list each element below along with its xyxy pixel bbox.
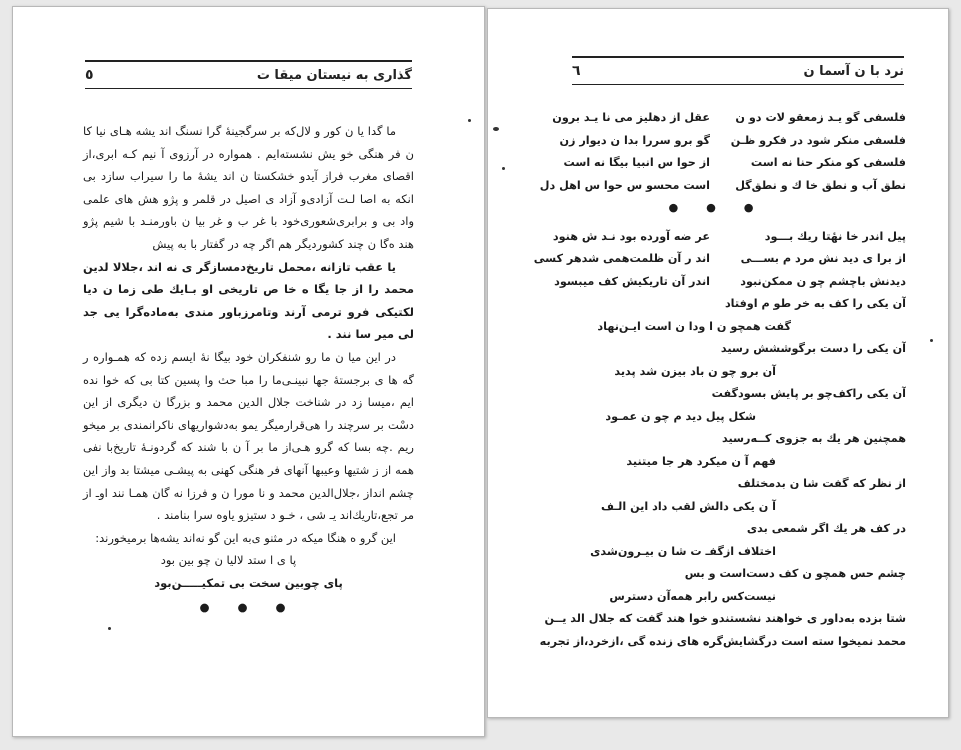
verse-line: آ ن یکی دالش لقب داد این الـف <box>601 499 776 513</box>
verse-line: پیل اندر خا نهٔتا ریك بـــود <box>764 229 906 243</box>
single-verse-block <box>528 316 906 339</box>
verse-line: از حوا س انبیا بیگا نه است <box>563 156 710 169</box>
left-verse-2: پای چوبین سخت بی تمکیـــــن‌بود <box>154 575 343 590</box>
verse-line: گفت همچو ن ا ودا ن است ایـن‌نهاد <box>597 319 791 333</box>
left-ornament: ● ● ● <box>199 600 298 615</box>
verse-line: آن یکی را کف به خر طو م اوفتاد <box>724 297 906 310</box>
left-paragraph-4: این گرو ه هنگا میکه در مثنو ی‌به این گو نه‌اند یشه‌ها برمیخورند: <box>95 530 396 545</box>
print-speck <box>502 167 505 170</box>
stanza-1-left-column <box>528 107 710 197</box>
verse-line: از برا ی دید نش مرد م بســـی <box>740 252 906 265</box>
verse-line: نیست‌کس رابر همه‌آن دسترس <box>609 589 776 603</box>
verse-line: در کف هر یك اگر شمعی بدی‌ <box>746 522 906 535</box>
verse-line: نطق آب و نطق خا ك و نطق‌گل <box>735 178 906 192</box>
left-book-page <box>12 6 485 737</box>
left-paragraph-2: یا عقب تازانه ،محمل تاریخ‌دمسازگر ی نه اند ،جلالا لدین محمد را از جا یگا ه خا ص تاریخی او بـایك طی زما ن دیا لکتیکی فرو ترمی آرند وتامرزباور مندی به‌ماده‌گرا یی جد لی میر سا نند . <box>83 259 414 342</box>
verse-line: شکل پیل دید م چو ن عمـود <box>605 409 756 423</box>
print-speck <box>493 127 499 131</box>
verse-line: همچنین هر یك به جزوی کــه‌رسید <box>722 432 906 445</box>
left-page-number: ٥ <box>85 67 94 83</box>
right-page-header <box>572 56 904 85</box>
left-paragraph-1: ما گدا یا ن کور و لال‌که بر سرگجینهٔ گرا نسنگ اند یشه هـای نیا کا ن فر هنگی خو یش نشسته‌ایم . همواره در آرزوی آ نیم کـه ابری،از اقصای مغرب فراز آیدو خشکستا ن اند یشهٔ ما را سیراب سازد بی انکه به اصا لـت آزادی‌و آزاد ی اصیل در قلمر و پژو هش های علمی واد بی و برابری‌شعوری‌خود با غر ب و غر بیا ن باورمنـد با شیم پژو هند ه‌گا ن چند کشوردیگر هم اگر چه در گفتار با به پیش <box>83 124 414 251</box>
verse-line: دیدنش باچشم چو ن ممکن‌نبود <box>740 274 906 288</box>
stanza-1 <box>528 107 906 197</box>
verse-line: اختلاف ازگفـ ت شا ن بیـرون‌شدی <box>590 544 776 558</box>
right-book-page <box>487 8 949 718</box>
print-speck <box>108 627 111 630</box>
single-verse-block <box>528 338 906 608</box>
left-page-body <box>83 120 414 621</box>
verse-line: عقل از دهلیز می نا یـد برون <box>552 111 710 124</box>
stanza-1-right-column <box>724 107 906 197</box>
right-page-number: ٦ <box>572 63 581 79</box>
left-page-header <box>85 60 412 89</box>
right-ornament: ● ● ● <box>668 201 766 214</box>
verse-line: گو برو سررا بدا ن دیوار زن <box>559 133 710 147</box>
verse-line: فلسفی کو منکر حنا نه است <box>750 156 906 169</box>
closing-prose <box>528 608 906 653</box>
verse-line: فلسفی گو یـد زمعقو لات دو ن <box>735 111 906 124</box>
print-speck <box>468 119 471 122</box>
prose-line: محمد نمیخوا سته است درگشایش‌گره های زنده گی ،ازخرد،از تجربه <box>539 634 906 648</box>
right-header-title: نرد با ن آسما ن <box>803 63 904 79</box>
verse-line: فلسفی منکر شود در فکرو ظـن <box>730 133 906 147</box>
right-page-poem <box>528 107 906 653</box>
verse-line: آن یکی را دست برگوششش رسید <box>720 342 906 355</box>
verse-line: عر ضه آورده بود نـد ش هنود <box>552 229 710 243</box>
verse-line: اند ر آن ظلمت‌همی شدهر کسی <box>533 252 710 265</box>
prose-line: شتا بزده به‌داور ی خواهند نشستندو خوا هند گفت که جلال الد یــن <box>544 612 906 625</box>
left-header-title: گذاری به نیستان میقا ت <box>256 67 412 83</box>
stanza-2-right-column <box>724 226 906 316</box>
left-verse-1: پا ی ا ستد لالیا ن چو بین بود <box>160 553 297 568</box>
verse-line: آن یکی راکف‌چو بر پایش بسود‌گفت <box>711 387 906 400</box>
verse-line: اندر آن تاریکیش کف میبسود <box>554 274 710 288</box>
verse-line: فهم آ ن میکرد هر جا میتنید <box>626 454 776 468</box>
verse-line: از نظر که گفت شا ن بدمختلف <box>737 477 906 490</box>
left-paragraph-3: در این میا ن ما رو شنفکران خود بیگا نهٔ ایسم زده که همـواره ر گه ها ی برجستهٔ جها نبینـی‌ما را مبا حث وا پسین کتا بی که خوا نده ‌ایم ،میسا زد در شناخت جلال الدین محمد و بزرگا ن دیگری از این دسْت بر سرچند را هی‌قرارمیگر یمو به‌دشواریهای ناکرانمندی بر میخو ریم .چه بسا که گرو هـی‌از ما بر آ ن با شند که گردونـهٔ تاریخ‌با نفی همه از ز شتیها وعیبها آنهای فر هنگی کهنی به پیشـی میشتا بد واز این چشم انداز ،جلال‌الدین محمد و نا مورا ن و فرزا نه گان همـا نند اوـ از مر تجع،تاریك‌اند یـ شی ، خـو د ستیزو یاوه سرا بنامند . <box>83 349 414 523</box>
stanza-2-left-column <box>528 226 710 316</box>
stanza-2 <box>528 226 906 316</box>
print-speck <box>930 339 933 342</box>
verse-line: است محسو س حوا س اهل دل <box>539 178 710 192</box>
verse-line: آن برو چو ن باد بیزن شد پدید <box>614 364 776 378</box>
verse-line: چشم حس همچو ن کف دست‌است و بس <box>684 567 906 580</box>
